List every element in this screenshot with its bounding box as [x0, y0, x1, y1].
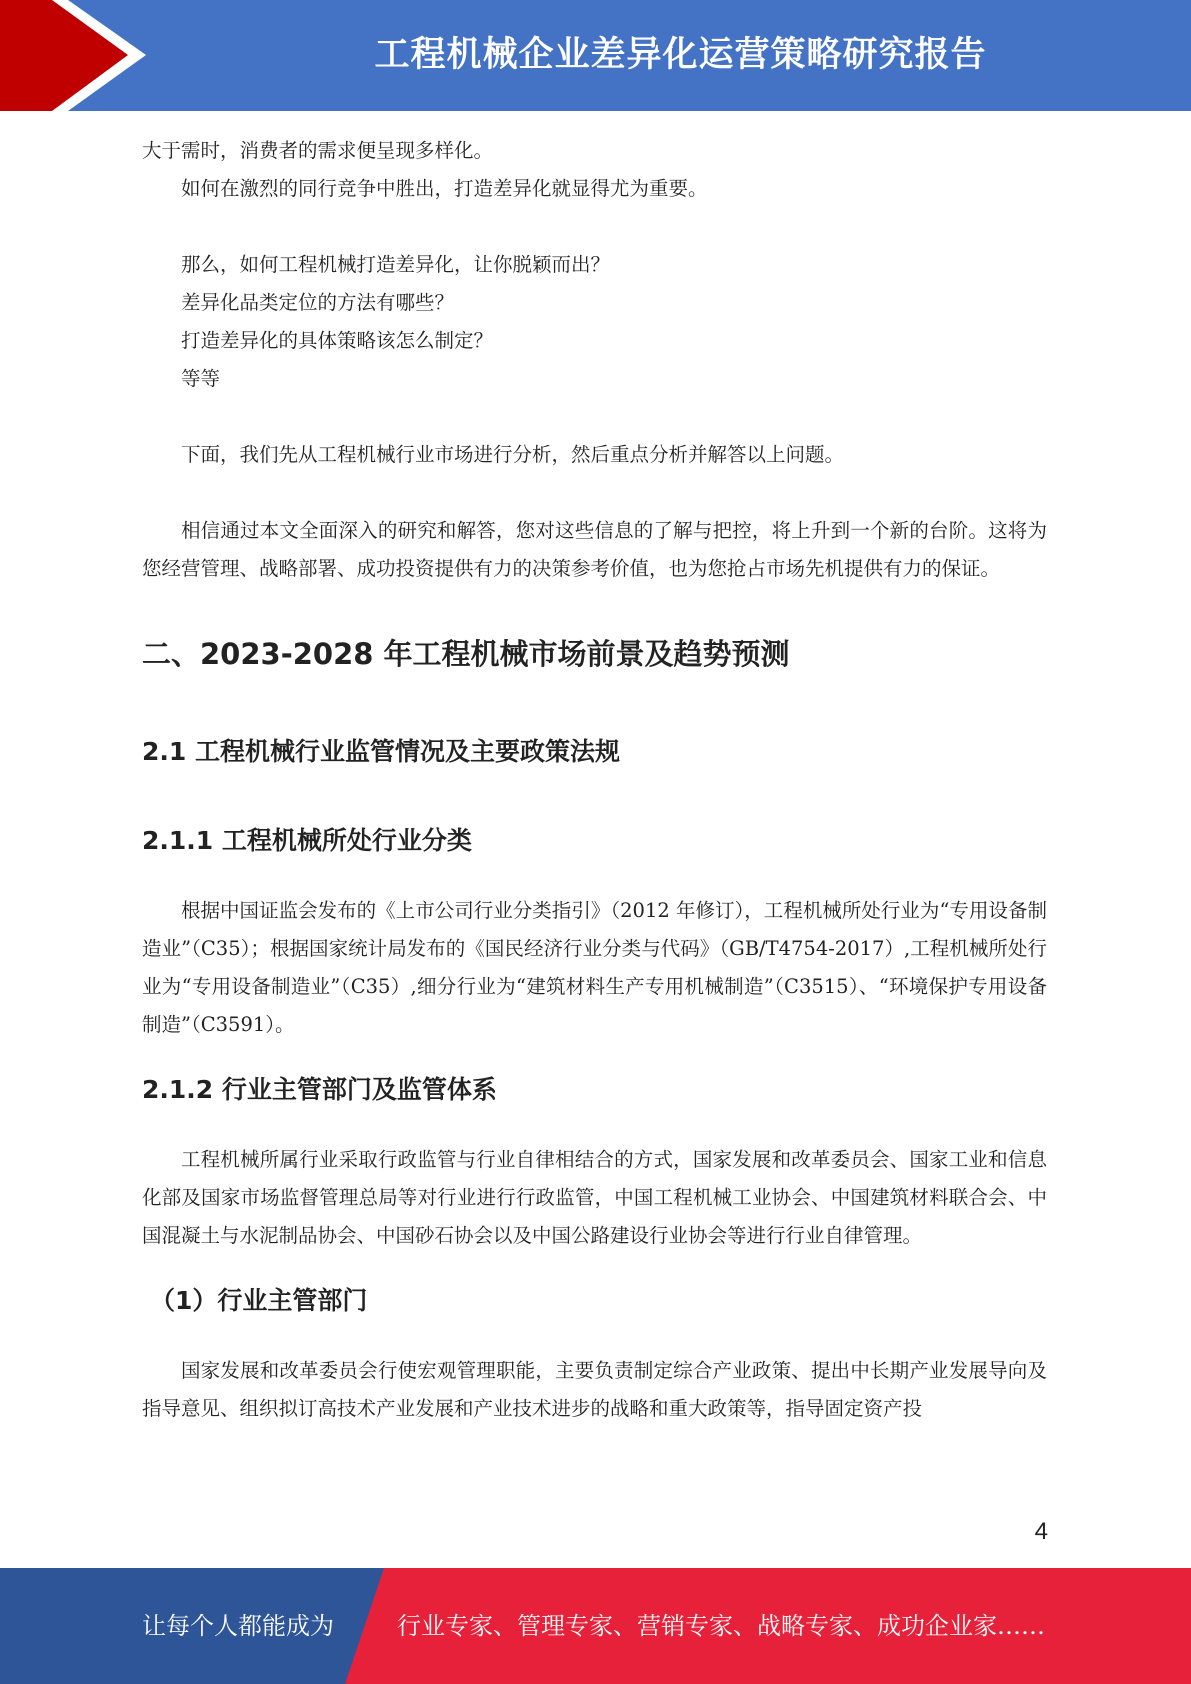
- header-arrow-decoration: [0, 0, 160, 111]
- question-item: 差异化品类定位的方法有哪些？: [181, 291, 455, 314]
- paragraph: 根据中国证监会发布的《上市公司行业分类指引》（2012 年修订），工程机械所处行业为“专用设备制造业”（C35）；根据国家统计局发布的《国民经济行业分类与代码》（GB/T4754-2017）,工程机械所处行业为“专用设备制造业”（C35）,细分行业为“建筑材料生产专用机械制造”（C3515）、“环境保护专用设备制造”（C3591）。: [142, 899, 1047, 1036]
- question-item: 等等: [181, 367, 221, 390]
- paragraph: 下面，我们先从工程机械行业市场进行分析，然后重点分析并解答以上问题。: [181, 443, 845, 466]
- paragraph: 国家发展和改革委员会行使宏观管理职能，主要负责制定综合产业政策、提出中长期产业发展导向及指导意见、组织拟订高技术产业发展和产业技术进步的战略和重大政策等，指导固定资产投: [142, 1359, 1047, 1420]
- chapter-heading: 二、2023-2028 年工程机械市场前景及趋势预测: [142, 637, 790, 671]
- page-header: [0, 0, 1191, 111]
- subsection-heading: 2.1.1 工程机械所处行业分类: [142, 826, 472, 855]
- page-content: [142, 132, 1047, 1428]
- question-item: 那么，如何工程机械打造差异化，让你脱颖而出？: [181, 253, 611, 276]
- paragraph: 大于需时，消费者的需求便呈现多样化。: [142, 139, 494, 162]
- page-footer: [0, 1568, 1191, 1684]
- item-heading: （1）行业主管部门: [150, 1286, 368, 1315]
- footer-slogan: 让每个人都能成为: [142, 1612, 334, 1640]
- paragraph: 相信通过本文全面深入的研究和解答，您对这些信息的了解与把控，将上升到一个新的台阶。这将为您经营管理、战略部署、成功投资提供有力的决策参考价值，也为您抢占市场先机提供有力的保证。: [142, 519, 1047, 580]
- report-title: 工程机械企业差异化运营策略研究报告: [374, 35, 987, 75]
- subsection-heading: 2.1.2 行业主管部门及监管体系: [142, 1075, 497, 1104]
- footer-roles: 行业专家、管理专家、营销专家、战略专家、成功企业家……: [397, 1612, 1045, 1640]
- paragraph: 工程机械所属行业采取行政监管与行业自律相结合的方式，国家发展和改革委员会、国家工业和信息化部及国家市场监督管理总局等对行业进行行政监管，中国工程机械工业协会、中国建筑材料联合会、中国混凝土与水泥制品协会、中国砂石协会以及中国公路建设行业协会等进行行业自律管理。: [142, 1148, 1047, 1247]
- question-item: 打造差异化的具体策略该怎么制定？: [181, 329, 494, 352]
- page-number: 4: [1034, 1518, 1048, 1545]
- paragraph: 如何在激烈的同行竞争中胜出，打造差异化就显得尤为重要。: [181, 177, 708, 200]
- section-heading: 2.1 工程机械行业监管情况及主要政策法规: [142, 737, 620, 766]
